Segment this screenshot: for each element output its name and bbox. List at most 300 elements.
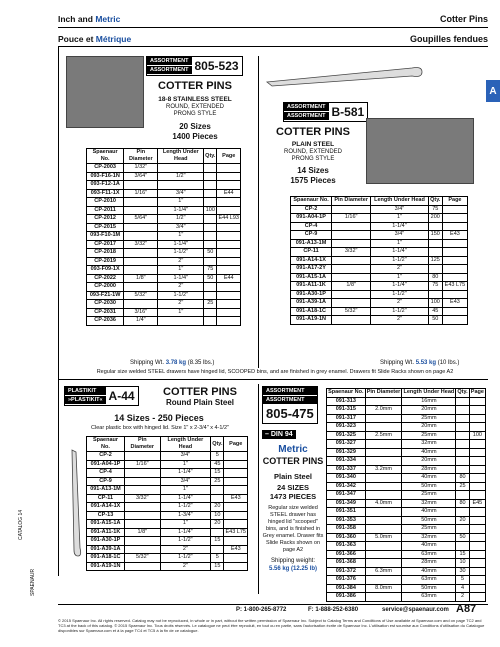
- table-cell: [224, 520, 248, 529]
- table-cell: [428, 222, 442, 231]
- table-cell: [456, 542, 469, 551]
- table-cell: 50: [428, 316, 442, 325]
- table-cell: 091-376: [327, 576, 366, 585]
- table-cell: 4.0mm: [365, 499, 402, 508]
- table-header: Length Under Head: [403, 389, 455, 396]
- table-cell: [124, 452, 160, 461]
- table-row: [87, 300, 241, 309]
- table-row: [291, 248, 468, 257]
- table-cell: [365, 542, 402, 551]
- table-cell: 5/32": [124, 291, 158, 300]
- table-cell: 100: [469, 431, 485, 440]
- table-cell: 50: [204, 249, 217, 258]
- table-cell: [442, 316, 467, 325]
- table-cell: 40mm: [402, 542, 456, 551]
- table-cell: [442, 205, 467, 214]
- table-cell: [332, 205, 371, 214]
- table-cell: 1-1/2": [371, 256, 428, 265]
- page-number: A87: [456, 603, 477, 615]
- table-cell: [428, 239, 442, 248]
- table-cell: 091-A04-1P: [291, 214, 332, 223]
- a1-sub1: 18-8 STAINLESS STEEL: [158, 96, 232, 103]
- table-cell: [365, 516, 402, 525]
- table-cell: 3/4": [371, 231, 428, 240]
- table-header: Qty.: [430, 197, 441, 204]
- table-cell: 15: [456, 550, 469, 559]
- table-cell: CP-2: [87, 452, 125, 461]
- table-cell: 40mm: [402, 567, 456, 576]
- header-left-top: Inch and Metric: [58, 14, 121, 24]
- table-cell: 1": [160, 460, 211, 469]
- table-cell: 15: [211, 537, 224, 546]
- table-header: Qty.: [204, 149, 217, 164]
- table-row: [327, 414, 486, 423]
- table-cell: [456, 448, 469, 457]
- table-header: Qty.: [457, 389, 468, 396]
- table-row: [87, 494, 248, 503]
- table-cell: [124, 503, 160, 512]
- table-cell: 80: [456, 499, 469, 508]
- a4-pieces: 1473 PIECES: [269, 492, 317, 501]
- table-cell: 2.5mm: [365, 431, 402, 440]
- table-row: [291, 222, 468, 231]
- table-cell: 2": [158, 257, 204, 266]
- table-row: [291, 316, 468, 325]
- table-cell: 3/16": [124, 308, 158, 317]
- table-row: [327, 516, 486, 525]
- table-cell: 25: [456, 482, 469, 491]
- table-cell: [204, 291, 217, 300]
- table-cell: 091-334: [327, 457, 366, 466]
- table-cell: 50: [456, 533, 469, 542]
- table-cell: 75: [204, 266, 217, 275]
- table-cell: 80: [428, 273, 442, 282]
- table-cell: 091-A30-1P: [291, 290, 332, 299]
- table-cell: [332, 316, 371, 325]
- table-cell: 1-1/4": [160, 469, 211, 478]
- table-cell: [124, 223, 158, 232]
- table-cell: [224, 469, 248, 478]
- assortment-drawer-image-2: [366, 118, 474, 184]
- table-row: [327, 508, 486, 517]
- table-cell: 1-1/4": [158, 274, 204, 283]
- table-row: [87, 486, 248, 495]
- table-row: [327, 431, 486, 440]
- table-header: Length Under Head: [160, 437, 211, 452]
- table-row: [87, 477, 248, 486]
- table-cell: [124, 477, 160, 486]
- a4-ship1: Shipping weight:: [270, 558, 316, 564]
- footer-legal: © 2015 Spaenaur Inc. All rights reserved. Catalog may not be reproduced, in whole or in part, without the written permission of Spaenaur Inc. Subject to Catalog Terms and Conditions of Use available at Spaenaur.com and on page TC2 and TC3 at the back of this catalog. © 2015 Spaenaur Inc. Tous droits réservés. Le catalogue ne peut être reproduit, en tout ou en partie, sans l'autorisation écrite de Spaenaur Inc. L'utilisation est soumise aux Conditions d'utilisation du Catalogue disponibles sur Spaenaur.com et à la page TC4 et TC5 à la fin de ce catalogue.: [58, 618, 485, 633]
- table-row: [327, 440, 486, 449]
- table-cell: 091-327: [327, 440, 366, 449]
- table-cell: [217, 317, 241, 326]
- table-cell: 32mm: [402, 533, 456, 542]
- table-row: [87, 308, 241, 317]
- table-cell: [332, 299, 371, 308]
- table-cell: 8.0mm: [365, 584, 402, 593]
- table-cell: 30: [456, 567, 469, 576]
- table-cell: [442, 214, 467, 223]
- table-cell: [365, 576, 402, 585]
- table-cell: 091-366: [327, 550, 366, 559]
- table-cell: [217, 223, 241, 232]
- table-cell: 1": [158, 198, 204, 207]
- a1-table: [86, 148, 241, 326]
- table-cell: CP-2: [291, 205, 332, 214]
- table-cell: 2.0mm: [365, 406, 402, 415]
- table-cell: 20mm: [402, 457, 456, 466]
- a2-sub2: ROUND, EXTENDED: [283, 149, 342, 155]
- table-row: [87, 503, 248, 512]
- table-cell: 1": [371, 214, 428, 223]
- table-row: [327, 533, 486, 542]
- table-row: [291, 307, 468, 316]
- table-row: [291, 265, 468, 274]
- table-cell: [365, 508, 402, 517]
- table-cell: [428, 290, 442, 299]
- table-cell: [332, 273, 371, 282]
- header-right-top: Cotter Pins: [439, 14, 488, 24]
- table-cell: [365, 423, 402, 432]
- table-cell: [124, 232, 158, 241]
- table-cell: CP-2010: [87, 198, 124, 207]
- table-cell: 091-360: [327, 533, 366, 542]
- table-cell: [332, 239, 371, 248]
- table-cell: 1-1/4": [158, 206, 204, 215]
- table-cell: 125: [428, 256, 442, 265]
- table-cell: E43: [224, 494, 248, 503]
- table-cell: [204, 181, 217, 190]
- table-cell: 25mm: [402, 525, 456, 534]
- cotter-pin-vertical-image: [64, 440, 84, 560]
- table-cell: [469, 465, 485, 474]
- section-tab: A: [486, 80, 500, 102]
- table-header: Spaenaur No.: [328, 389, 364, 396]
- table-row: [87, 172, 241, 181]
- table-cell: 2": [160, 545, 211, 554]
- table-cell: [124, 469, 160, 478]
- table-cell: [365, 525, 402, 534]
- table-cell: 091-353: [327, 516, 366, 525]
- table-cell: [124, 181, 158, 190]
- table-cell: [469, 423, 485, 432]
- table-row: [327, 542, 486, 551]
- table-cell: 1-1/2": [158, 249, 204, 258]
- table-cell: 1-1/4": [160, 494, 211, 503]
- table-cell: 1-1/2": [158, 291, 204, 300]
- table-cell: 1": [371, 239, 428, 248]
- table-row: [291, 290, 468, 299]
- table-cell: [124, 562, 160, 571]
- table-cell: [124, 266, 158, 275]
- table-cell: [456, 414, 469, 423]
- table-cell: [365, 448, 402, 457]
- footer-email[interactable]: service@spaenaur.com: [382, 607, 449, 613]
- a2-table: [290, 196, 468, 325]
- table-cell: [442, 265, 467, 274]
- table-cell: CP-9: [87, 477, 125, 486]
- a3-table: [86, 436, 248, 571]
- table-cell: 3/32": [124, 494, 160, 503]
- table-cell: [124, 198, 158, 207]
- table-cell: 1-1/4": [160, 528, 211, 537]
- a4-sizes: 24 SIZES: [276, 483, 310, 492]
- table-cell: [365, 593, 402, 602]
- table-cell: [332, 256, 371, 265]
- table-cell: [365, 457, 402, 466]
- table-cell: [124, 249, 158, 258]
- table-cell: 091-A14-1X: [291, 256, 332, 265]
- table-cell: [442, 222, 467, 231]
- table-cell: 15: [211, 562, 224, 571]
- table-cell: 091-337: [327, 465, 366, 474]
- table-cell: 5: [211, 452, 224, 461]
- table-cell: 091-349: [327, 499, 366, 508]
- table-cell: [456, 406, 469, 415]
- footer-fax: F: 1-888-252-6380: [308, 607, 359, 613]
- table-cell: [456, 431, 469, 440]
- table-cell: 3/32": [124, 240, 158, 249]
- table-cell: 1/16": [124, 189, 158, 198]
- cotter-pin-image: [262, 60, 437, 95]
- table-cell: 091-342: [327, 482, 366, 491]
- table-row: [291, 299, 468, 308]
- table-cell: 091-A13-1M: [291, 239, 332, 248]
- table-row: [87, 257, 241, 266]
- table-cell: 1-1/4": [371, 222, 428, 231]
- table-cell: 3.2mm: [365, 465, 402, 474]
- table-cell: [204, 240, 217, 249]
- table-cell: 150: [428, 231, 442, 240]
- table-row: [87, 460, 248, 469]
- table-cell: CP-9: [291, 231, 332, 240]
- table-cell: [224, 452, 248, 461]
- table-cell: 50mm: [402, 584, 456, 593]
- table-cell: E43: [442, 231, 467, 240]
- table-header: Page: [217, 149, 241, 164]
- table-cell: [456, 491, 469, 500]
- table-cell: 32mm: [402, 440, 456, 449]
- table-cell: [442, 248, 467, 257]
- section-rule: [58, 379, 488, 380]
- a2-pieces: 1575 Pieces: [290, 176, 336, 185]
- table-header: Spaenaur No.: [87, 149, 124, 164]
- table-row: [327, 525, 486, 534]
- table-cell: [365, 474, 402, 483]
- table-cell: 1-1/2": [371, 290, 428, 299]
- table-cell: 093-F16-1N: [87, 172, 124, 181]
- table-cell: 32mm: [402, 499, 456, 508]
- table-row: [327, 491, 486, 500]
- a2-sub1: PLAIN STEEL: [291, 141, 335, 148]
- table-row: [87, 452, 248, 461]
- table-cell: 091-386: [327, 593, 366, 602]
- table-cell: CP-4: [87, 469, 125, 478]
- table-row: [327, 465, 486, 474]
- table-cell: 3/4": [160, 452, 211, 461]
- plastikit-badge-a-44: PLASTIKIT »PLASTIKIT« A-44: [64, 386, 139, 406]
- table-cell: [469, 516, 485, 525]
- table-row: [327, 457, 486, 466]
- table-cell: [204, 232, 217, 241]
- table-cell: [469, 448, 485, 457]
- table-row: [327, 499, 486, 508]
- table-cell: [204, 198, 217, 207]
- a1-sub3: PRONG STYLE: [173, 111, 217, 117]
- table-cell: [469, 482, 485, 491]
- table-cell: [204, 283, 217, 292]
- table-cell: 5: [211, 554, 224, 563]
- table-cell: [124, 257, 158, 266]
- table-cell: [469, 508, 485, 517]
- header-left-bottom: Pouce et Métrique: [58, 34, 132, 44]
- assortment-drawer-image: [66, 56, 144, 128]
- table-cell: [158, 317, 204, 326]
- table-cell: 091-315: [327, 406, 366, 415]
- table-cell: [204, 215, 217, 224]
- table-cell: E43: [224, 545, 248, 554]
- a1-title: COTTER PINS: [158, 80, 232, 92]
- table-cell: 2": [371, 265, 428, 274]
- table-cell: 16mm: [402, 397, 456, 406]
- drawer-note: Regular size welded STEEL drawers have hinged lid, SCOOPED bins, and are finished in grey enamel. Drawers fit Slide Racks shown on page A2: [96, 369, 454, 375]
- table-cell: CP-2017: [87, 240, 124, 249]
- table-cell: CP-2011: [87, 206, 124, 215]
- footer-phone: P: 1-800-265-8772: [236, 607, 287, 613]
- table-cell: [332, 231, 371, 240]
- table-cell: [204, 308, 217, 317]
- table-cell: 1-3/4": [160, 511, 211, 520]
- table-cell: [469, 559, 485, 568]
- table-cell: [217, 291, 241, 300]
- table-row: [327, 567, 486, 576]
- table-row: [87, 189, 241, 198]
- assortment-badge-805-523: ASSORTMENT ASSORTMENT 805-523: [146, 56, 243, 76]
- table-cell: 45: [428, 307, 442, 316]
- a1-pieces: 1400 Pieces: [172, 132, 218, 141]
- table-cell: [365, 482, 402, 491]
- table-cell: [217, 300, 241, 309]
- din-badge: – DIN 94: [262, 430, 296, 439]
- table-cell: [442, 239, 467, 248]
- table-cell: 100: [428, 299, 442, 308]
- table-row: [87, 249, 241, 258]
- table-row: [291, 256, 468, 265]
- table-cell: 4: [456, 584, 469, 593]
- table-cell: 3/4": [371, 205, 428, 214]
- table-cell: [469, 593, 485, 602]
- table-row: [327, 474, 486, 483]
- table-cell: [204, 257, 217, 266]
- table-cell: [124, 537, 160, 546]
- table-row: [291, 273, 468, 282]
- table-cell: 1-1/2": [160, 554, 211, 563]
- table-row: [291, 282, 468, 291]
- table-cell: [332, 222, 371, 231]
- table-row: [327, 406, 486, 415]
- table-cell: [469, 542, 485, 551]
- table-cell: [204, 189, 217, 198]
- table-row: [87, 232, 241, 241]
- table-cell: 75: [428, 205, 442, 214]
- table-cell: 6.3mm: [365, 567, 402, 576]
- table-cell: 091-384: [327, 584, 366, 593]
- assortment-badge-b-581: ASSORTMENT ASSORTMENT B-581: [283, 102, 368, 122]
- a3-sizes: 14 Sizes - 250 Pieces: [114, 413, 204, 423]
- table-cell: [224, 562, 248, 571]
- table-cell: 10: [456, 559, 469, 568]
- table-cell: 20: [211, 503, 224, 512]
- a1-shipping: Shipping Wt. 3.78 kg (8.35 lbs.): [130, 360, 215, 366]
- table-cell: 1": [158, 232, 204, 241]
- table-cell: 091-323: [327, 423, 366, 432]
- table-cell: [428, 248, 442, 257]
- table-cell: 1/2": [158, 172, 204, 181]
- table-cell: [224, 486, 248, 495]
- table-cell: [124, 300, 158, 309]
- table-cell: 093-F12-1A: [87, 181, 124, 190]
- a1-sub2: ROUND, EXTENDED: [165, 104, 224, 110]
- table-cell: 20mm: [402, 406, 456, 415]
- table-cell: 091-A39-1A: [87, 545, 125, 554]
- table-cell: 1-1/4": [371, 248, 428, 257]
- table-cell: 2": [371, 299, 428, 308]
- table-cell: 25: [211, 477, 224, 486]
- table-cell: 1-1/2": [160, 537, 211, 546]
- table-cell: 1/8": [124, 274, 158, 283]
- table-cell: [217, 249, 241, 258]
- table-cell: [442, 290, 467, 299]
- table-cell: CP-11: [291, 248, 332, 257]
- table-header: Qty.: [211, 437, 224, 452]
- a4-steel: Plain Steel: [274, 472, 312, 481]
- table-cell: [365, 414, 402, 423]
- table-cell: 5: [456, 576, 469, 585]
- table-cell: [217, 232, 241, 241]
- table-cell: 1/4": [124, 317, 158, 326]
- table-cell: 091-A04-1P: [87, 460, 125, 469]
- table-row: [87, 240, 241, 249]
- table-cell: [224, 537, 248, 546]
- table-cell: 200: [428, 214, 442, 223]
- table-cell: 3/64": [124, 172, 158, 181]
- table-row: [87, 164, 241, 173]
- table-cell: 1-1/2": [160, 503, 211, 512]
- table-cell: 091-A19-1N: [87, 562, 125, 571]
- table-cell: CP-4: [291, 222, 332, 231]
- table-cell: 1-1/2": [371, 307, 428, 316]
- table-row: [87, 206, 241, 215]
- table-cell: [365, 491, 402, 500]
- footer-rule: [58, 604, 488, 605]
- table-row: [291, 239, 468, 248]
- table-cell: 25mm: [402, 414, 456, 423]
- table-cell: 1/16": [124, 460, 160, 469]
- table-cell: CP-2015: [87, 223, 124, 232]
- table-cell: 40mm: [402, 474, 456, 483]
- table-row: [87, 283, 241, 292]
- table-row: [87, 181, 241, 190]
- table-cell: E44: [217, 189, 241, 198]
- table-cell: [456, 423, 469, 432]
- table-header: Pin Diameter: [366, 389, 401, 396]
- table-cell: [469, 457, 485, 466]
- table-cell: 28mm: [402, 559, 456, 568]
- table-cell: 5.0mm: [365, 533, 402, 542]
- a2-shipping: Shipping Wt. 5.53 kg (10 lbs.): [380, 360, 460, 366]
- table-cell: 1": [158, 308, 204, 317]
